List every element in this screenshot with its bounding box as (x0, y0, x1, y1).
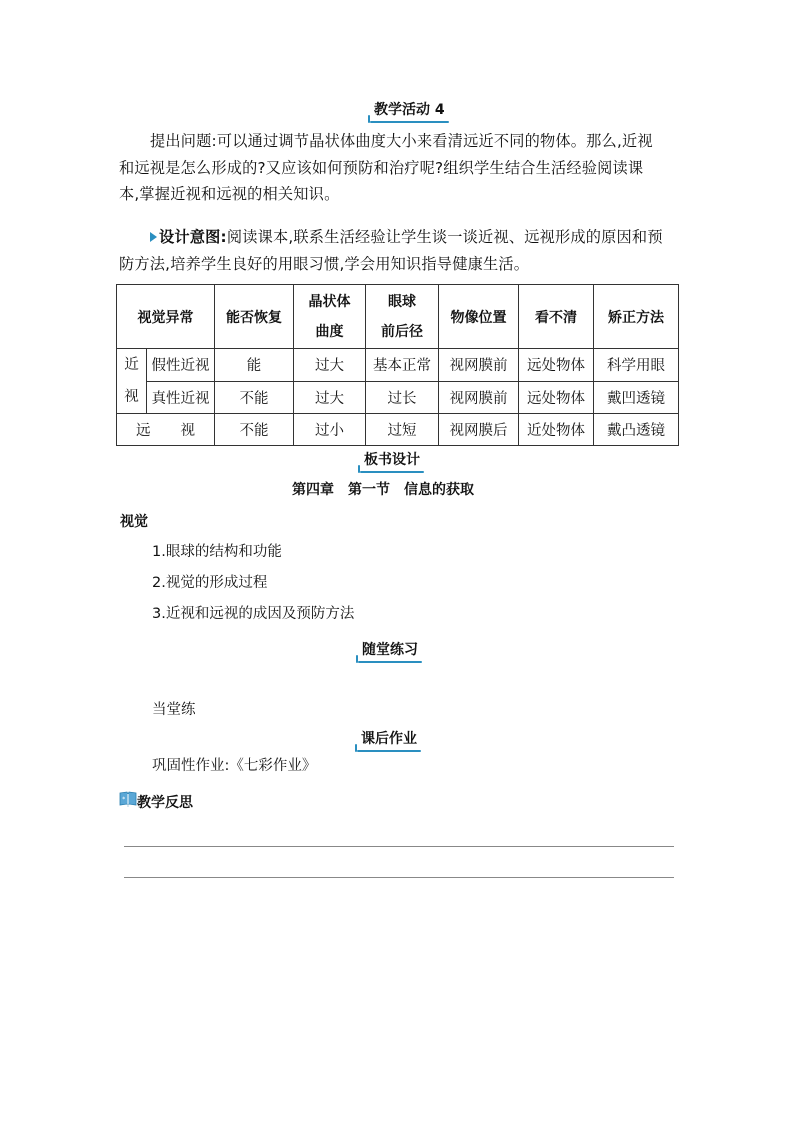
header-lens-line1: 晶状体 (308, 293, 351, 310)
practice-title (362, 641, 418, 659)
hyperopia-char-1: 远 (136, 423, 151, 439)
reflection-line-1 (124, 846, 674, 847)
practice-title-text: 随堂练习 (362, 642, 418, 658)
header-eye (366, 285, 439, 349)
book-icon (119, 791, 137, 807)
myopia-char-2: 视 (124, 389, 139, 405)
board-topic: 视觉 (120, 514, 148, 530)
header-correct: 矫正方法 (594, 285, 679, 349)
cell-eye: 过短 (366, 414, 439, 446)
homework-title (361, 730, 417, 748)
svg-text:*: * (122, 796, 126, 803)
table-row (117, 414, 679, 446)
cell-recover: 不能 (215, 414, 294, 446)
design-intent-text: 阅读课本,联系生活经验让学生谈一谈近视、远视形成的原因和预 (226, 228, 663, 246)
practice-text: 当堂练 (152, 702, 196, 718)
cell-lens: 过大 (294, 381, 366, 414)
reflection-line-2 (124, 877, 674, 878)
header-lens-line2: 曲度 (315, 323, 344, 340)
cell-image: 视网膜前 (439, 381, 519, 414)
cell-blur: 远处物体 (519, 349, 594, 382)
hyperopia-label (117, 414, 215, 446)
homework-title-text: 课后作业 (361, 731, 417, 747)
list-item: 1.眼球的结构和功能 (152, 544, 282, 560)
board-heading: 第四章 第一节 信息的获取 (292, 482, 474, 498)
myopia-label (117, 349, 147, 414)
header-image: 物像位置 (439, 285, 519, 349)
cell-blur: 远处物体 (519, 381, 594, 414)
cell-blur: 近处物体 (519, 414, 594, 446)
title-underline (360, 471, 424, 473)
triangle-bullet-icon (150, 232, 157, 242)
cell-recover: 不能 (215, 381, 294, 414)
header-lens (294, 285, 366, 349)
cell-type: 真性近视 (147, 381, 215, 414)
activity-paragraph-line-2: 和远视是怎么形成的?又应该如何预防和治疗呢?组织学生结合生活经验阅读课 (119, 159, 644, 177)
cell-lens: 过小 (294, 414, 366, 446)
cell-eye: 过长 (366, 381, 439, 414)
board-title-text: 板书设计 (364, 452, 420, 468)
table-row (117, 349, 679, 382)
table-row (117, 381, 679, 414)
cell-correct: 戴凸透镜 (594, 414, 679, 446)
hyperopia-char-2: 视 (180, 423, 195, 439)
header-recover: 能否恢复 (215, 285, 294, 349)
cell-type: 假性近视 (147, 349, 215, 382)
header-eye-line2: 前后径 (381, 323, 423, 340)
title-underline (358, 661, 422, 663)
activity-title-text: 教学活动 4 (374, 102, 445, 118)
table-header-row (117, 285, 679, 349)
list-item: 2.视觉的形成过程 (152, 575, 268, 591)
cell-eye: 基本正常 (366, 349, 439, 382)
cell-correct: 戴凹透镜 (594, 381, 679, 414)
reflection-title: 教学反思 (137, 795, 193, 811)
header-eye-line1: 眼球 (388, 293, 416, 310)
cell-image: 视网膜后 (439, 414, 519, 446)
activity-paragraph-line-3: 本,掌握近视和远视的相关知识。 (119, 185, 340, 203)
vision-comparison-table (116, 284, 679, 446)
cell-recover: 能 (215, 349, 294, 382)
header-abnormal: 视觉异常 (117, 285, 215, 349)
title-underline (357, 750, 421, 752)
activity-paragraph-line-1: 提出问题:可以通过调节晶状体曲度大小来看清远近不同的物体。那么,近视 (150, 132, 653, 150)
title-underline (370, 121, 449, 123)
cell-correct: 科学用眼 (594, 349, 679, 382)
design-intent-line-2: 防方法,培养学生良好的用眼习惯,学会用知识指导健康生活。 (119, 255, 530, 273)
cell-lens: 过大 (294, 349, 366, 382)
homework-text: 巩固性作业:《七彩作业》 (152, 758, 317, 774)
list-item: 3.近视和远视的成因及预防方法 (152, 606, 355, 622)
activity-title (374, 101, 445, 119)
myopia-char-1: 近 (124, 357, 139, 373)
design-intent-label: 设计意图: (159, 228, 227, 246)
cell-image: 视网膜前 (439, 349, 519, 382)
design-intent-line-1 (150, 224, 663, 250)
board-title (364, 451, 420, 469)
header-blur: 看不清 (519, 285, 594, 349)
